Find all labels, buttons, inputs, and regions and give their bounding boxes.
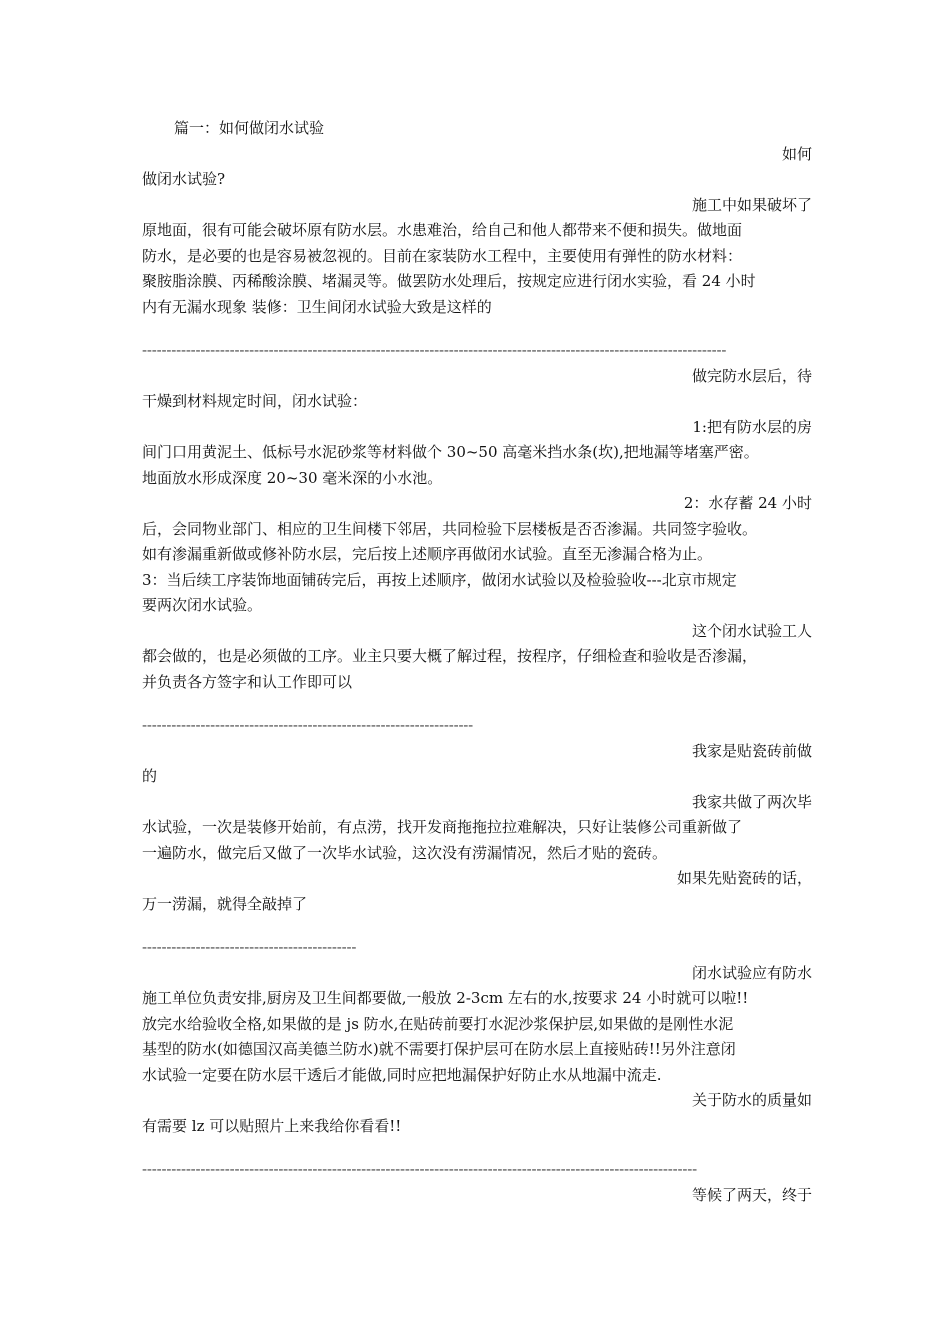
text-line: 如果先贴瓷砖的话， [676, 869, 812, 887]
separator-line: -------------------------------------------------------------------- [142, 716, 474, 734]
text-line: 如有渗漏重新做或修补防水层，完后按上述顺序再做闭水试验。直至无渗漏合格为止。 [142, 545, 713, 563]
text-line: 这个闭水试验工人 [691, 621, 812, 640]
text-line: 放完水给验收全格,如果做的是 js 防水,在贴砖前要打水泥沙浆保护层,如果做的是刚性水泥 [142, 1014, 734, 1033]
text-line: 干燥到材料规定时间，闭水试验： [142, 392, 368, 410]
text-line: 关于防水的质量如 [691, 1091, 812, 1109]
text-line: 的 [142, 767, 158, 785]
separator-line: ------------------------------------------------------------------------------------------------------------------------ [142, 341, 727, 359]
text-line: 做完防水层后，待 [691, 366, 812, 385]
text-line: 如何 [781, 144, 812, 163]
text-line: 聚胺脂涂膜、丙稀酸涂膜、堵漏灵等。做罢防水处理后，按规定应进行闭水实验，看 24 小时 [142, 272, 756, 290]
text-line: 水试验一定要在防水层干透后才能做,同时应把地漏保护好防止水从地漏中流走. [142, 1065, 662, 1084]
text-line: 我家共做了两次毕 [691, 792, 812, 811]
text-line: 2：水存蓄 24 小时 [683, 494, 812, 512]
text-line: 一遍防水，做完后又做了一次毕水试验，这次没有涝漏情况，然后才贴的瓷砖。 [142, 843, 668, 862]
text-line: 3：当后续工序装饰地面铺砖完后，再按上述顺序，做闭水试验以及检验验收---北京市规定 [142, 570, 737, 589]
text-line: 1:把有防水层的房 [692, 417, 812, 436]
text-line: 闭水试验应有防水 [691, 963, 812, 982]
text-line: 做闭水试验? [142, 170, 226, 188]
text-line: 万一涝漏，就得全敲掉了 [142, 894, 308, 913]
separator-line: ------------------------------------------------------------------------------------------------------------------ [142, 1160, 697, 1178]
text-line: 施工单位负责安排,厨房及卫生间都要做,一般放 2-3cm 左右的水,按要求 24 小时就可以啦!! [142, 989, 749, 1007]
text-line: 水试验，一次是装修开始前，有点涝，找开发商拖拖拉拉难解决，只好让装修公司重新做了 [142, 818, 743, 836]
document-body [142, 116, 812, 1208]
text-line: 等候了两天，终于 [691, 1185, 812, 1204]
text-line: 原地面，很有可能会破坏原有防水层。水患难治，给自己和他人都带来不便和损失。做地面 [142, 221, 743, 239]
text-line: 我家是贴瓷砖前做 [691, 741, 812, 760]
text-line: 并负责各方签字和认工作即可以 [142, 672, 353, 691]
text-line: 地面放水形成深度 20~30 毫米深的小水池。 [142, 468, 443, 487]
separator-line: -------------------------------------------- [142, 938, 357, 956]
text-line: 都会做的，也是必须做的工序。业主只要大概了解过程，按程序，仔细检查和验收是否渗漏， [142, 647, 758, 665]
text-line: 有需要 lz 可以贴照片上来我给你看看!! [142, 1116, 402, 1135]
text-line: 后，会同物业部门、相应的卫生间楼下邻居，共同检验下层楼板是否否渗漏。共同签字验收。 [142, 519, 758, 538]
text-line: 防水，是必要的也是容易被忽视的。目前在家装防水工程中，主要使用有弹性的防水材料： [142, 246, 743, 265]
text-line: 施工中如果破坏了 [691, 195, 812, 214]
text-line: 内有无漏水现象 装修：卫生间闭水试验大致是这样的 [142, 297, 492, 316]
doc-title: 篇一：如何做闭水试验 [174, 119, 325, 137]
text-line: 基型的防水(如德国汉高美德兰防水)就不需要打保护层可在防水层上直接贴砖!!另外注意闭 [142, 1040, 736, 1058]
text-line: 间门口用黄泥土、低标号水泥砂浆等材料做个 30~50 高毫米挡水条(坎),把地漏等堵塞严密。 [142, 443, 759, 461]
text-line: 要两次闭水试验。 [142, 596, 263, 614]
